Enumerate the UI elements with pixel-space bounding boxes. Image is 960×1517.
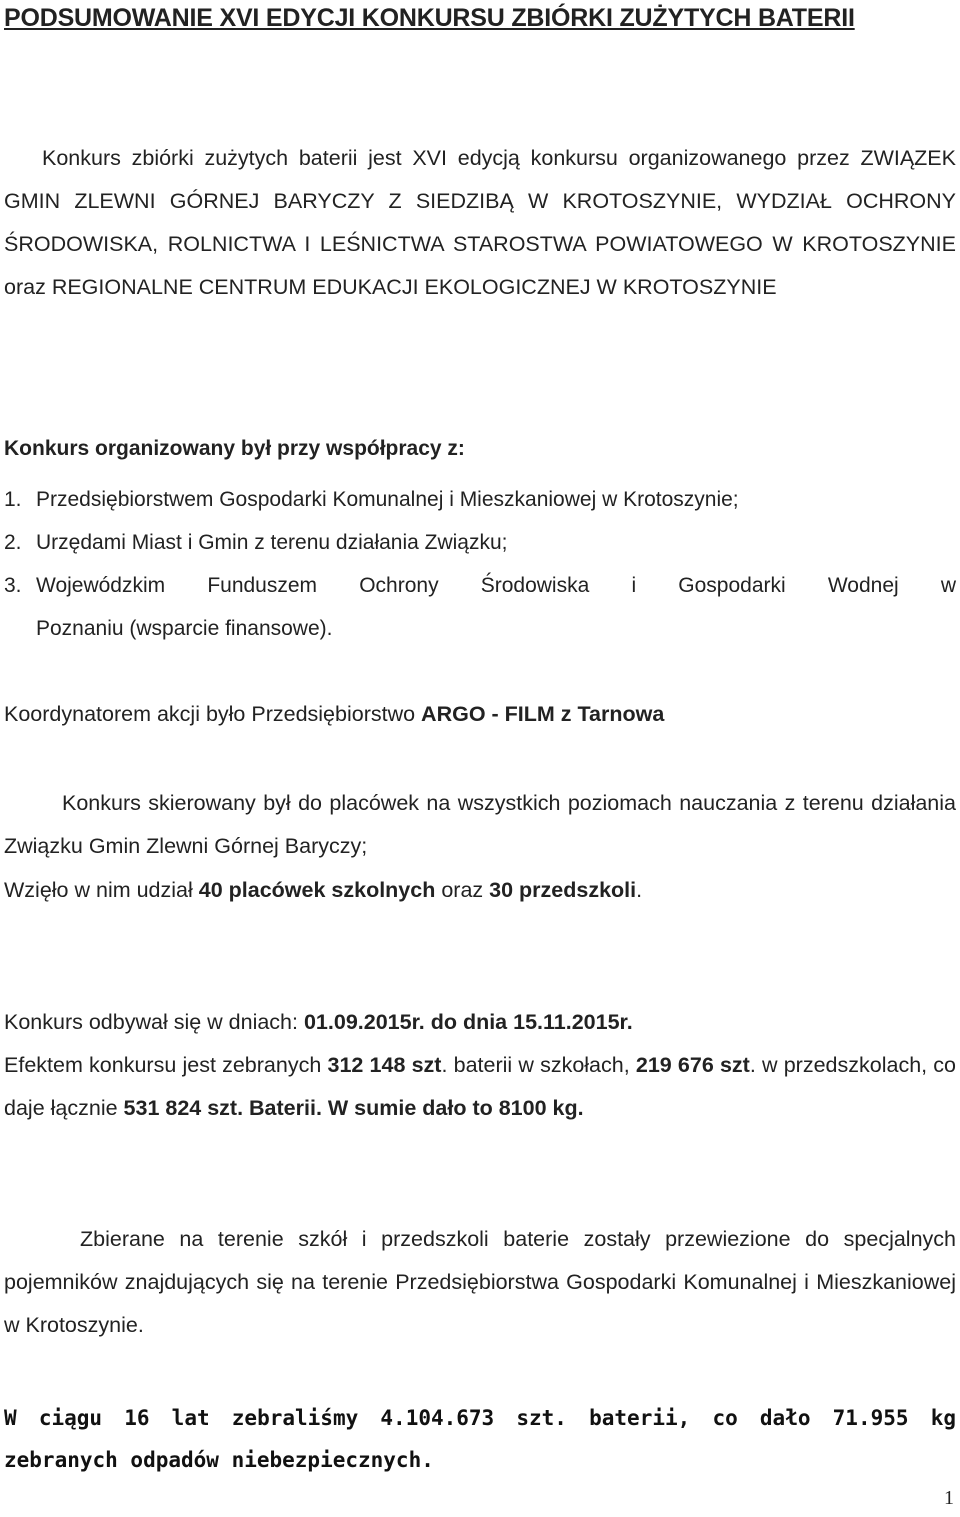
- cooperation-list: [4, 478, 956, 650]
- coordinator-name: ARGO - FILM z Tarnowa: [421, 702, 665, 726]
- document-title: PODSUMOWANIE XVI EDYCJI KONKURSU ZBIÓRKI ZUŻYTYCH BATERII: [4, 4, 855, 32]
- coordinator-line: [4, 702, 664, 727]
- transport-paragraph: Zbierane na terenie szkół i przedszkoli baterie zostały przewiezione do specjalnych pojemników znajdujących się na terenie Przedsiębiorstwa Gospodarki Komunalnej i Mieszkaniowej w Krotoszynie.: [4, 1227, 956, 1337]
- list-item: [4, 478, 956, 521]
- page-number: 1: [944, 1487, 954, 1509]
- participation-lead: Wzięło w nim udział: [4, 878, 199, 902]
- schools-batteries: 312 148 szt: [327, 1053, 442, 1077]
- results-lead: Efektem konkursu jest zebranych: [4, 1053, 328, 1077]
- preschools-batteries: 219 676 szt: [635, 1053, 750, 1077]
- intro-organizers: ZWIĄZEK GMIN ZLEWNI GÓRNEJ BARYCZY Z SIEDZIBĄ W KROTOSZYNIE, WYDZIAŁ OCHRONY ŚRODOWISKA, ROLNICTWA I LEŚNICTWA STAROSTWA POWIATOWEGO W KROTOSZYNIE: [4, 146, 956, 256]
- participation-dot: .: [636, 878, 643, 902]
- results-mid: . baterii w szkołach,: [441, 1053, 636, 1077]
- list-item-text: Urzędami Miast i Gmin z terenu działania Związku;: [36, 531, 508, 554]
- intro-lead: Konkurs zbiórki zużytych baterii jest XVI edycją konkursu organizowanego przez: [42, 146, 861, 170]
- participation-and: oraz: [435, 878, 490, 902]
- target-paragraph: Konkurs skierowany był do placówek na wszystkich poziomach nauczania z terenu działania Związku Gmin Zlewni Górnej Baryczy;: [4, 791, 956, 858]
- results-total: 531 824 szt. Baterii. W sumie dało to 8100 kg.: [123, 1096, 584, 1120]
- schools-count: 40 placówek szkolnych: [198, 878, 436, 902]
- list-item-text: Przedsiębiorstwem Gospodarki Komunalnej i Mieszkaniowej w Krotoszynie;: [36, 488, 739, 511]
- list-item-continuation: [4, 607, 956, 650]
- intro-and: oraz: [4, 275, 52, 299]
- preschools-count: 30 przedszkoli: [489, 878, 637, 902]
- list-item: [4, 564, 956, 607]
- summary-paragraph: W ciągu 16 lat zebraliśmy 4.104.673 szt. baterii, co dało 71.955 kg zebranych odpadów niebezpiecznych.: [4, 1406, 956, 1472]
- dates-range: 01.09.2015r. do dnia 15.11.2015r.: [303, 1010, 633, 1034]
- results-mid2: . w przedszkolach, co daje łącznie: [4, 1053, 957, 1120]
- list-item: [4, 521, 956, 564]
- coordinator-lead: Koordynatorem akcji było Przedsiębiorstwo: [4, 702, 422, 726]
- intro-paragraph: [4, 137, 956, 309]
- list-item-number: 2.: [4, 531, 22, 554]
- cooperation-heading: Konkurs organizowany był przy współpracy z:: [4, 437, 465, 460]
- list-item-text: Poznaniu (wsparcie finansowe).: [36, 617, 333, 640]
- intro-org2: REGIONALNE CENTRUM EDUKACJI EKOLOGICZNEJ W KROTOSZYNIE: [51, 275, 777, 299]
- results-paragraph: [4, 1044, 956, 1130]
- dates-line: [4, 1010, 633, 1035]
- list-item-number: 1.: [4, 488, 22, 511]
- participation-line: [4, 878, 642, 903]
- dates-lead: Konkurs odbywał się w dniach:: [4, 1010, 304, 1034]
- list-item-number: 3.: [4, 574, 22, 597]
- list-item-text: Wojewódzkim Funduszem Ochrony Środowiska i Gospodarki Wodnej w: [36, 574, 956, 597]
